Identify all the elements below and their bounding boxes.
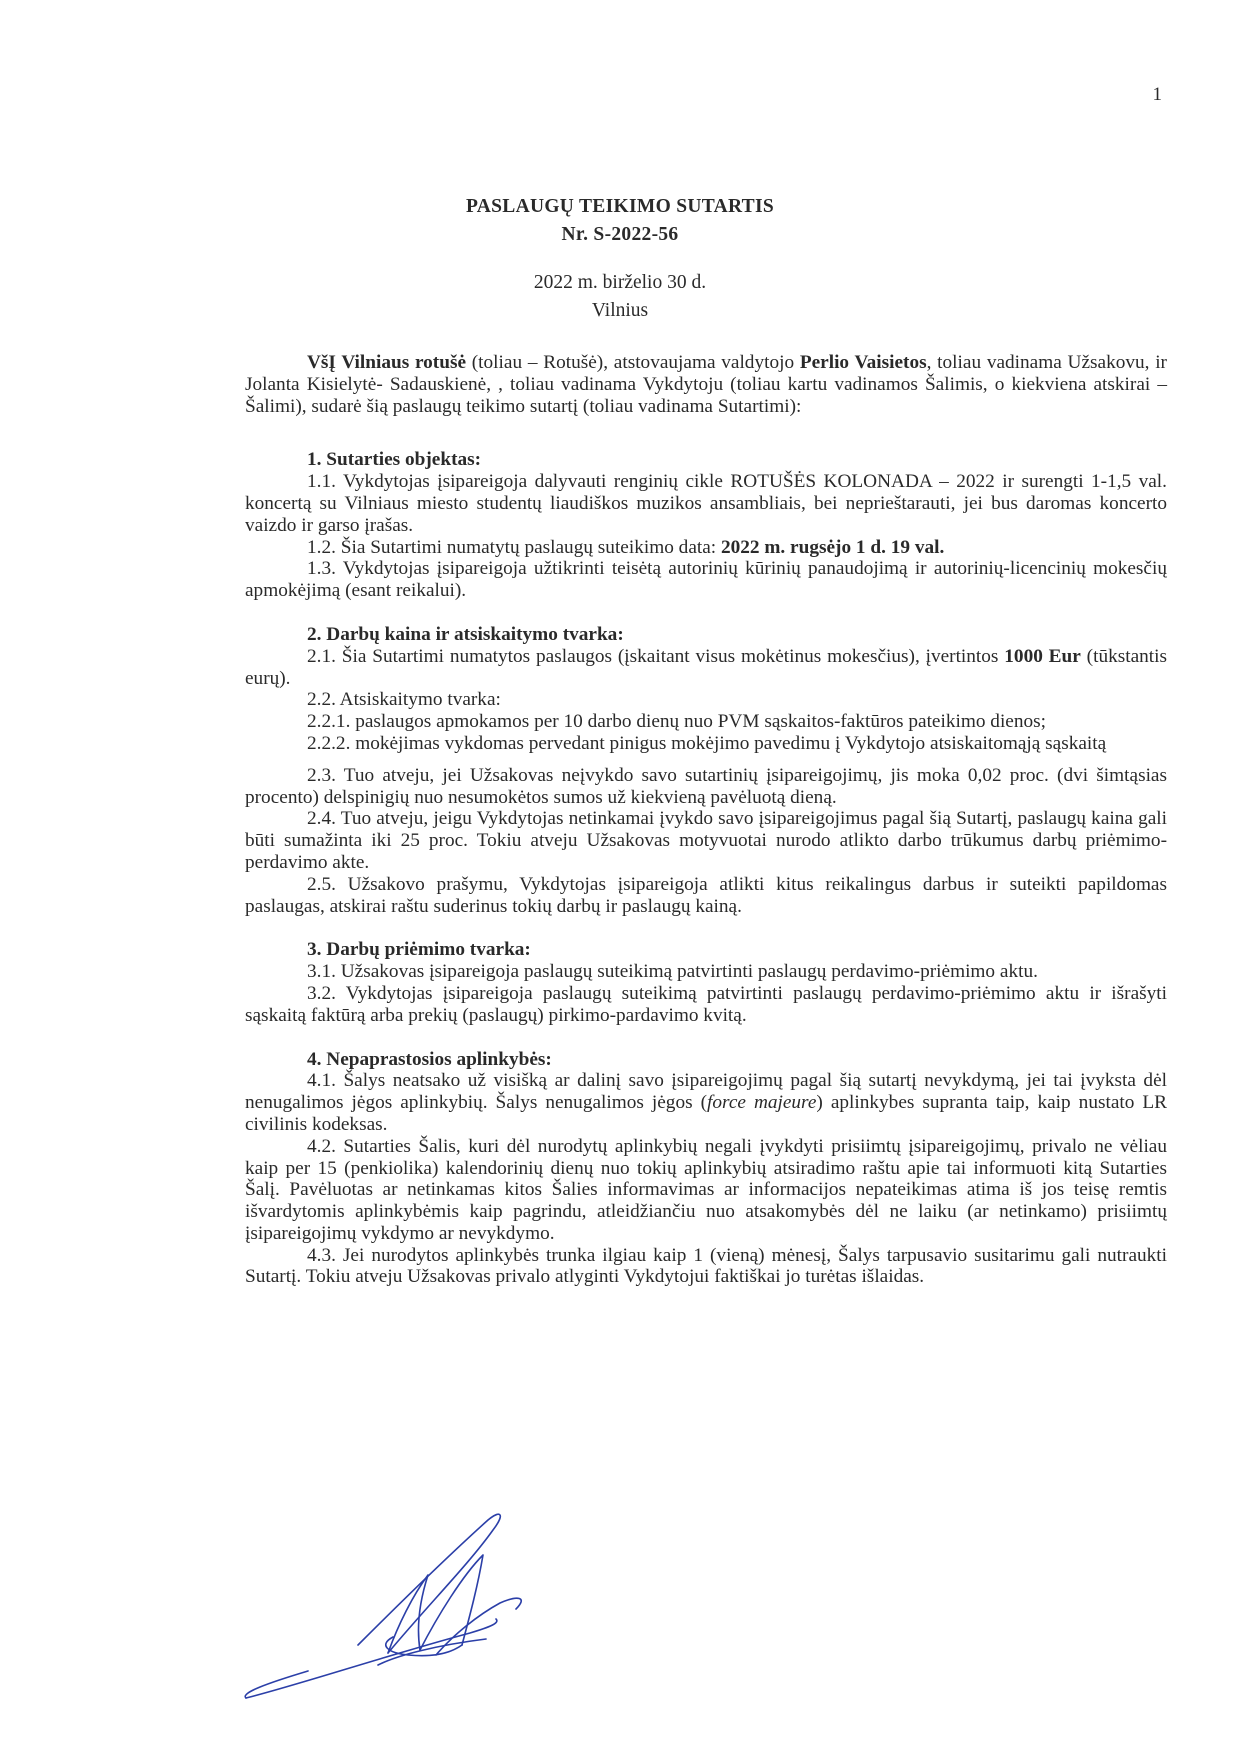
clause-3-1: 3.1. Užsakovas įsipareigoja paslaugų suteikimą patvirtinti paslaugų perdavimo-priėmimo aktu. [307,961,1038,983]
contract-number: Nr. S-2022-56 [561,224,679,245]
clause-2-2: 2.2. Atsiskaitymo tvarka: [307,689,501,711]
signature-stroke [436,1598,521,1655]
section-1-heading: 1. Sutarties objektas: [307,449,482,471]
clause-1-3: 1.3. Vykdytojas įsipareigoja užtikrinti teisėtą autorinių kūrinių panaudojimą ir autorinių-licencinių mokesčių apmokėjimą (esant reikalui). [245,558,1167,602]
section-3-heading: 3. Darbų priėmimo tvarka: [307,939,531,961]
clause-4-2: 4.2. Sutarties Šalis, kuri dėl nurodytų aplinkybių negali įvykdyti prisiimtų įsipareigojimų, privalo ne vėliau kaip per 15 (penkiolika) kalendorinių dienų nuo tokių aplinkybių atsiradimo raštu apie tai informuoti kitą Sutarties Šalį. Pavėluotas ar netinkamas kitos Šalies informavimas ar informacijos nepateikimas atima iš jos teisę remtis išvardytomis aplinkybėmis kaip pagrindu, atleidžiančiu nuo atsakomybės dėl ne laiku (ar netinkamo) prisiimtų įsipareigojimų vykdymo ar nevykdymo. [245,1135,1167,1244]
clause-2-2-1: 2.2.1. paslaugos apmokamos per 10 darbo dienų nuo PVM sąskaitos-faktūros pateikimo dienos; [307,711,1047,733]
clause-3-2: 3.2. Vykdytojas įsipareigoja paslaugų suteikimą patvirtinti paslaugų perdavimo-priėmimo aktu ir išrašyti sąskaitą faktūrą arba prekių (paslaugų) pirkimo-pardavimo kvitą. [245,982,1167,1026]
clause-1-2: 1.2. Šia Sutartimi numatytų paslaugų suteikimo data: 2022 m. rugsėjo 1 d. 19 val. [307,536,945,558]
signature-stroke [420,1555,483,1650]
clause-2-4: 2.4. Tuo atveju, jeigu Vykdytojas netinkamai įvykdo savo įsipareigojimus pagal šią Sutartį, paslaugų kaina gali būti sumažinta iki 25 proc. Tokiu atveju Užsakovas motyvuotai nurodo atlikto darbo trūkumus darbų priėmimo-perdavimo akte. [245,808,1167,873]
clause-4-3: 4.3. Jei nurodytos aplinkybės trunka ilgiau kaip 1 (vieną) mėnesį, Šalys tarpusavio susitarimu gali nutraukti Sutartį. Tokiu atveju Užsakovas privalo atlyginti Vykdytojui faktiškai jo turėtas išlaidas. [245,1244,1167,1288]
intro-paragraph: VšĮ Vilniaus rotušė (toliau – Rotušė), atstovaujama valdytojo Perlio Vaisietos, toliau vadinama Užsakovu, ir Jolanta Kisielytė- Sadauskienė, , toliau vadinama Vykdytoju (toliau kartu vadinamos Šalimis, o kiekviena atskirai – Šalimi), sudarė šią paslaugų teikimo sutartį (toliau vadinama Sutartimi): [245,352,1167,417]
contract-title: PASLAUGŲ TEIKIMO SUTARTIS [465,196,775,217]
director-name: Perlio Vaisietos [799,352,927,373]
section-2-heading: 2. Darbų kaina ir atsiskaitymo tvarka: [307,623,624,645]
clause-2-5: 2.5. Užsakovo prašymu, Vykdytojas įsipareigoja atlikti kitus reikalingus darbus ir suteikti papildomas paslaugas, atskirai raštu suderinus tokių darbų ir paslaugų kainą. [245,873,1167,917]
clause-1-1: 1.1. Vykdytojas įsipareigoja dalyvauti renginių cikle ROTUŠĖS KOLONADA – 2022 ir surengti 1-1,5 val. koncertą su Vilniaus miesto studentų liaudiškos muzikos ansambliais, bei neprieštarauti, jei bus daromas koncerto vaizdo ir garso įrašas. [245,471,1167,536]
contract-body [245,352,1167,1288]
contract-date: 2022 m. birželio 30 d. [533,272,707,293]
clause-4-1: 4.1. Šalys neatsako už visišką ar dalinį savo įsipareigojimų pagal šią sutartį nevykdymą, jei tai įvyksta dėl nenugalimos jėgos aplinkybių. Šalys nenugalimos jėgos (force majeure) aplinkybes supranta taip, kaip nustato LR civilinis kodeksas. [245,1070,1168,1135]
signature-stroke [245,1671,308,1698]
page-number: 1 [1152,84,1162,105]
clause-2-3: 2.3. Tuo atveju, jei Užsakovas neįvykdo savo sutartinių įsipareigojimų, jis moka 0,02 proc. (dvi šimtąsias procento) delspinigių nuo nesumokėtos sumos už kiekvieną pavėluotą dieną. [245,764,1167,808]
party-name: VšĮ Vilniaus rotušė [307,352,467,373]
handwritten-signature [238,1505,558,1710]
clause-2-2-2: 2.2.2. mokėjimas vykdomas pervedant pinigus mokėjimo pavedimu į Vykdytojo atsiskaitomąją sąskaitą [307,732,1107,754]
section-4-heading: 4. Nepaprastosios aplinkybės: [307,1048,552,1070]
contract-city: Vilnius [591,300,649,321]
clause-2-1: 2.1. Šia Sutartimi numatytos paslaugos (įskaitant visus mokėtinus mokesčius), įvertintos 1000 Eur (tūkstantis eurų). [245,645,1167,689]
